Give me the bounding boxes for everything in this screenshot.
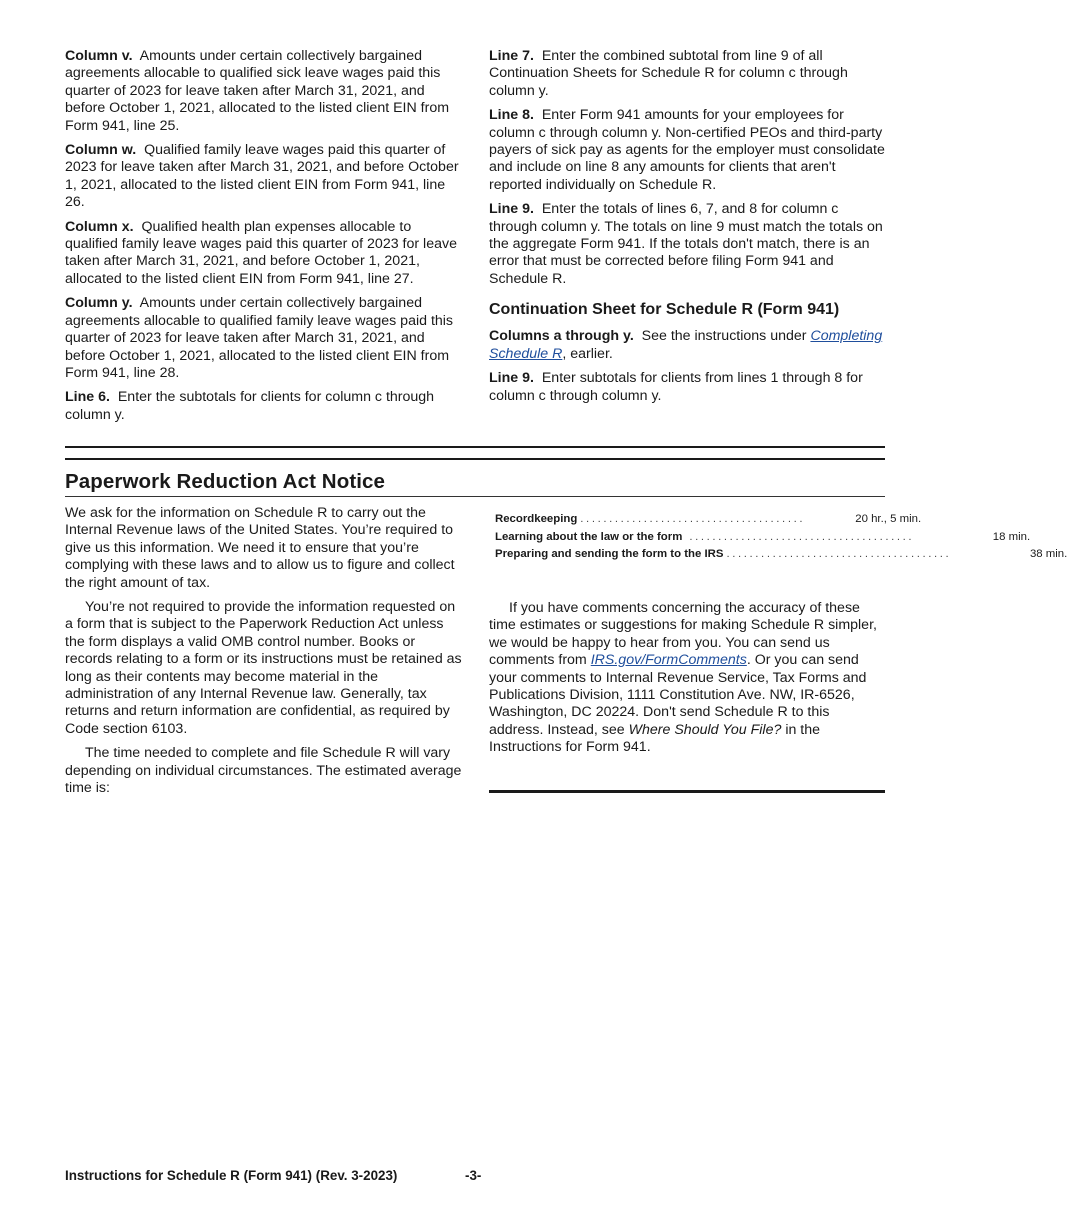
leader-dots: ....................................... [580,513,806,525]
line-8-label: Line 8. [489,107,534,124]
line-9-text: Enter the totals of lines 6, 7, and 8 for column c through column y. The totals on line 9 must match the totals on the aggregate Form 941. If the totals don't match, there is an error that must be corrected before filing Form 941 and Schedule R. [489,201,883,287]
comments-paragraph [489,600,885,757]
right-top-column [489,48,885,412]
footer-title: Instructions for Schedule R (Form 941) (Rev. 3-2023) [65,1168,398,1183]
end-rule [489,790,885,793]
line-9-paragraph [489,201,885,288]
time-row [495,529,1031,547]
comments-text-1: If you have comments concerning the accuracy of these time estimates or suggestions for making Schedule R simpler, we would be happy to hear from you. You can send us comments from [489,600,877,669]
comments-text-3: in the Instructions for Form 941. [489,721,821,756]
section-divider-top [65,446,885,448]
irs-form-comments-link[interactable]: IRS.gov/FormComments [590,652,747,669]
line-7-paragraph [489,48,885,100]
line-6-paragraph [65,389,463,424]
column-x-paragraph [65,219,463,289]
column-w-text: Qualified family leave wages paid this quarter of 2023 for leave taken after March 31, 2021, and before October 1, 2021, allocated to the listed client EIN from Form 941, line 26. [65,142,459,211]
time-estimate-table [495,511,1067,564]
columns-a-through-y-label: Columns a through y. [489,328,634,345]
page-number: -3- [465,1168,482,1183]
section-divider-bottom [65,458,885,460]
column-y-paragraph [65,295,463,382]
column-y-label: Column y. [65,295,133,312]
continuation-line-9-label: Line 9. [489,370,534,387]
leader-dots: ....................................... [689,530,915,543]
paperwork-left-column [65,505,463,805]
leader-dots: ....................................... [726,548,952,561]
paperwork-right-column [489,600,885,764]
line-8-paragraph [489,107,885,194]
column-x-label: Column x. [65,218,134,235]
comments-text-2: . Or you can send your comments to Internal Revenue Service, Tax Forms and Publications Division, 1111 Constitution Ave. NW, IR-6526, Washington, DC 20224. Don't send Schedule R to this address. Instead, see [489,652,867,738]
continuation-sheet-heading: Continuation Sheet for Schedule R (Form 941) [489,301,840,319]
left-top-column [65,48,463,431]
columns-a-through-y-paragraph [489,328,885,363]
column-v-label: Column v. [65,48,133,64]
line-7-label: Line 7. [489,48,534,64]
section-title-underline [65,496,885,497]
column-y-text: Amounts under certain collectively bargained agreements allocable to qualified family leave wages paid this quarter of 2023 for leave taken after March 31, 2021, and before October 1, 2021, allocated to the listed client EIN from Form 941, line 28. [65,295,454,381]
line-7-text: Enter the combined subtotal from line 9 of all Continuation Sheets for Schedule R for column c through column y. [489,48,848,99]
column-v-text: Amounts under certain collectively bargained agreements allocable to qualified sick leave wages paid this quarter of 2023 for leave taken after March 31, 2021, and before October 1, 2021, allocated to the listed client EIN from Form 941, line 25. [65,48,450,134]
line-9-label: Line 9. [489,201,534,218]
column-x-text: Qualified health plan expenses allocable to qualified family leave wages paid this quarter of 2023 for leave taken after March 31, 2021, and before October 1, 2021, allocated to the listed client EIN from Form 941, line 27. [65,218,457,287]
column-w-label: Column w. [65,142,137,159]
time-row-label: Recordkeeping [495,513,578,525]
completing-schedule-r-link[interactable]: Completing Schedule R [489,328,883,362]
paperwork-section-title: Paperwork Reduction Act Notice [65,470,386,493]
time-row-value: 18 min. [992,530,1031,543]
line-8-text: Enter Form 941 amounts for your employees for column c through column y. Non-certified PEOs and third-party payers of sick pay as agents for the employer must consolidate and include on line 8 any amounts for clients that aren't reported individually on Schedule R. [489,107,885,193]
paperwork-para-1: We ask for the information on Schedule R to carry out the Internal Revenue laws of the United States. You’re required to give us this information. We need it to ensure that you’re complying with these laws and to allow us to figure and collect the right amount of tax. [65,505,455,591]
time-row-value: 20 hr., 5 min. [855,513,922,525]
where-should-you-file-ref: Where Should You File? [628,721,782,738]
time-row-label: Learning about the law or the form [495,530,683,543]
time-row-label: Preparing and sending the form to the IRS [495,548,724,561]
columns-a-through-y-suffix: , earlier. [562,345,613,362]
columns-a-through-y-text: See the instructions under [641,328,807,345]
column-v-paragraph [65,48,463,135]
paperwork-para-3: The time needed to complete and file Schedule R will vary depending on individual circumstances. The estimated average time is: [65,745,462,797]
paperwork-para-2: You’re not required to provide the information requested on a form that is subject to the Paperwork Reduction Act unless the form displays a valid OMB control number. Books or records relating to a form or its instructions must be retained as long as their contents may become material in the administration of any Internal Revenue law. Generally, tax returns and return information are confidential, as required by Code section 6103. [65,599,462,737]
time-row [495,546,1067,564]
continuation-line-9-paragraph [489,370,885,405]
column-w-paragraph [65,142,463,212]
continuation-line-9-text: Enter subtotals for clients from lines 1 through 8 for column c through column y. [489,370,863,404]
time-row-value: 38 min. [1029,548,1067,561]
time-row [495,511,922,529]
line-6-label: Line 6. [65,389,110,406]
line-6-text: Enter the subtotals for clients for column c through column y. [65,389,435,423]
